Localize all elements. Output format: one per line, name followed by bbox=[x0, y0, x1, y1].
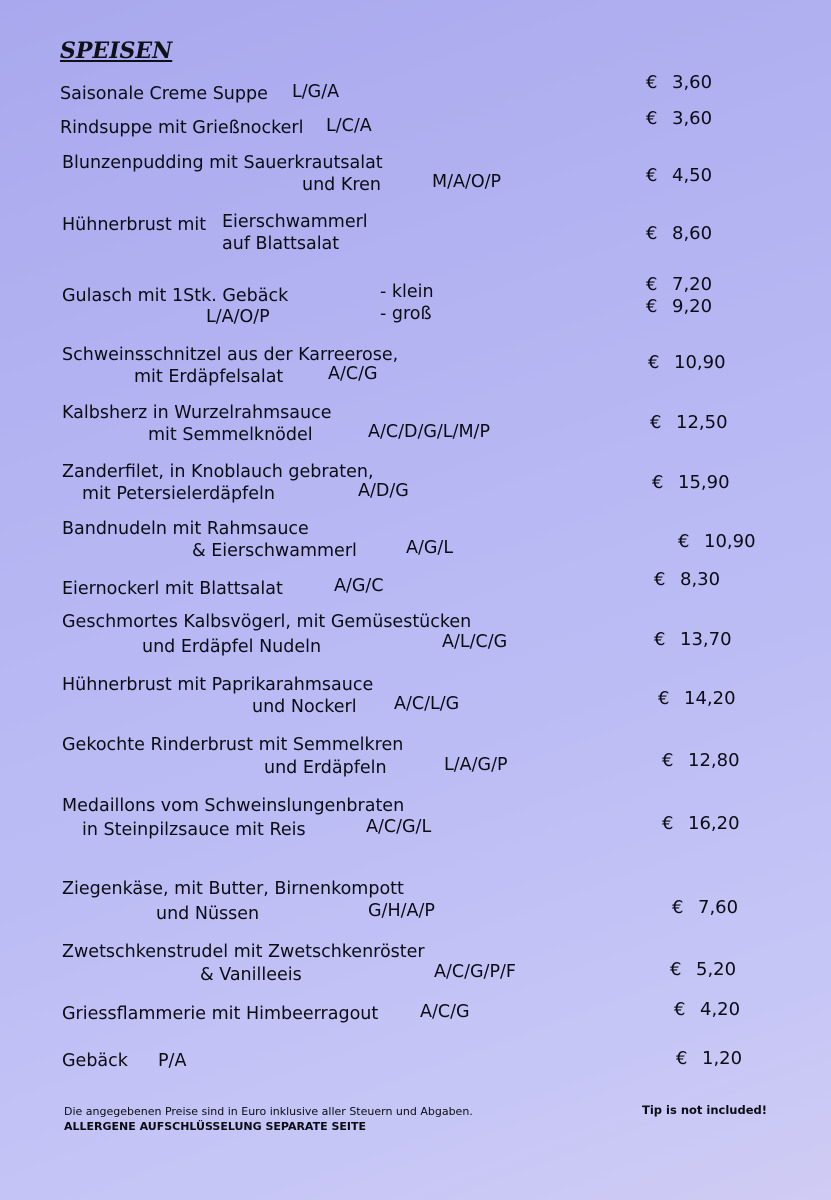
menu-item-text: - klein bbox=[380, 282, 434, 302]
menu-item-text: A/C/G bbox=[328, 364, 378, 384]
menu-item-text: in Steinpilzsauce mit Reis bbox=[82, 820, 306, 840]
page-title: SPEISEN bbox=[60, 38, 173, 64]
currency-symbol: € bbox=[662, 750, 674, 771]
menu-item-text: und Nüssen bbox=[156, 904, 260, 924]
menu-item-text: Griessflammerie mit Himbeerragout bbox=[62, 1004, 379, 1024]
price-value: 3,60 bbox=[672, 108, 713, 129]
currency-symbol: € bbox=[646, 296, 658, 317]
price-value: 13,70 bbox=[680, 629, 732, 650]
menu-item-text: M/A/O/P bbox=[432, 172, 502, 192]
menu-item-price bbox=[658, 688, 736, 709]
menu-item-text: Zwetschkenstrudel mit Zwetschkenröster bbox=[62, 942, 425, 962]
menu-item-text: Saisonale Creme Suppe bbox=[60, 84, 268, 104]
price-value: 10,90 bbox=[674, 352, 726, 373]
currency-symbol: € bbox=[654, 569, 666, 590]
price-value: 14,20 bbox=[684, 688, 736, 709]
price-value: 1,20 bbox=[702, 1048, 743, 1069]
price-value: 12,80 bbox=[688, 750, 740, 771]
currency-symbol: € bbox=[654, 629, 666, 650]
menu-item-price bbox=[678, 531, 756, 552]
footer-notes bbox=[64, 1104, 473, 1134]
menu-item-text: Zanderfilet, in Knoblauch gebraten, bbox=[62, 462, 374, 482]
menu-item-text: Hühnerbrust mit bbox=[62, 215, 207, 235]
menu-item-text: G/H/A/P bbox=[368, 901, 435, 921]
menu-item-text: A/L/C/G bbox=[442, 632, 508, 652]
menu-item-price bbox=[662, 813, 740, 834]
menu-item-text: Eiernockerl mit Blattsalat bbox=[62, 579, 283, 599]
currency-symbol: € bbox=[646, 274, 658, 295]
menu-item-text: L/A/O/P bbox=[206, 307, 270, 327]
currency-symbol: € bbox=[676, 1048, 688, 1069]
price-value: 4,50 bbox=[672, 165, 713, 186]
menu-item-text: L/A/G/P bbox=[444, 755, 508, 775]
menu-item-price bbox=[646, 296, 712, 317]
currency-symbol: € bbox=[658, 688, 670, 709]
allergen-note: ALLERGENE AUFSCHLÜSSELUNG SEPARATE SEITE bbox=[64, 1120, 366, 1133]
menu-item-price bbox=[676, 1048, 742, 1069]
menu-item-text: mit Erdäpfelsalat bbox=[134, 367, 284, 387]
currency-symbol: € bbox=[670, 959, 682, 980]
price-value: 8,30 bbox=[680, 569, 721, 590]
tip-note: Tip is not included! bbox=[642, 1103, 767, 1117]
price-value: 3,60 bbox=[672, 72, 713, 93]
menu-item-text: Gekochte Rinderbrust mit Semmelkren bbox=[62, 735, 404, 755]
price-value: 8,60 bbox=[672, 223, 713, 244]
menu-item-text: Bandnudeln mit Rahmsauce bbox=[62, 519, 309, 539]
menu-item-text: P/A bbox=[158, 1051, 187, 1071]
menu-item-price bbox=[652, 472, 730, 493]
price-value: 5,20 bbox=[696, 959, 737, 980]
currency-symbol: € bbox=[646, 223, 658, 244]
menu-item-text: A/G/L bbox=[406, 538, 454, 558]
menu-item-text: A/G/C bbox=[334, 576, 384, 596]
menu-item-price bbox=[646, 165, 712, 186]
menu-item-text: A/C/G/P/F bbox=[434, 962, 516, 982]
price-value: 4,20 bbox=[700, 999, 741, 1020]
currency-symbol: € bbox=[646, 108, 658, 129]
price-value: 16,20 bbox=[688, 813, 740, 834]
price-note: Die angegebenen Preise sind in Euro inklusive aller Steuern und Abgaben. bbox=[64, 1105, 473, 1118]
menu-item-text: Rindsuppe mit Grießnockerl bbox=[60, 118, 304, 138]
menu-item-text: A/D/G bbox=[358, 481, 409, 501]
menu-item-text: Ziegenkäse, mit Butter, Birnenkompott bbox=[62, 879, 404, 899]
menu-item-price bbox=[646, 108, 712, 129]
currency-symbol: € bbox=[652, 472, 664, 493]
menu-item-text: und Nockerl bbox=[252, 697, 357, 717]
menu-item-text: und Kren bbox=[302, 175, 381, 195]
price-value: 15,90 bbox=[678, 472, 730, 493]
menu-item-text: A/C/G/L bbox=[366, 817, 432, 837]
menu-item-text: Gulasch mit 1Stk. Gebäck bbox=[62, 286, 289, 306]
menu-item-text: Eierschwammerl bbox=[222, 212, 368, 232]
currency-symbol: € bbox=[646, 72, 658, 93]
menu-item-price bbox=[672, 897, 738, 918]
menu-item-text: mit Petersielerdäpfeln bbox=[82, 484, 275, 504]
menu-item-text: Medaillons vom Schweinslungenbraten bbox=[62, 796, 405, 816]
currency-symbol: € bbox=[662, 813, 674, 834]
menu-item-text: A/C/D/G/L/M/P bbox=[368, 422, 491, 442]
menu-item-price bbox=[662, 750, 740, 771]
menu-item-text: Geschmortes Kalbsvögerl, mit Gemüsestücken bbox=[62, 612, 472, 632]
menu-item-price bbox=[670, 959, 736, 980]
currency-symbol: € bbox=[648, 352, 660, 373]
menu-item-price bbox=[646, 223, 712, 244]
menu-item-text: - groß bbox=[380, 304, 432, 324]
menu-item-text: und Erdäpfel Nudeln bbox=[142, 637, 322, 657]
menu-item-text: & Eierschwammerl bbox=[192, 541, 357, 561]
currency-symbol: € bbox=[650, 412, 662, 433]
menu-item-price bbox=[654, 569, 720, 590]
menu-item-text: L/G/A bbox=[292, 82, 340, 102]
currency-symbol: € bbox=[672, 897, 684, 918]
menu-item-text: auf Blattsalat bbox=[222, 234, 340, 254]
menu-item-text: Schweinsschnitzel aus der Karreerose, bbox=[62, 345, 399, 365]
menu-item-text: Gebäck bbox=[62, 1051, 128, 1071]
menu-item-text: Blunzenpudding mit Sauerkrautsalat bbox=[62, 153, 383, 173]
menu-item-price bbox=[646, 274, 712, 295]
price-value: 12,50 bbox=[676, 412, 728, 433]
price-value: 10,90 bbox=[704, 531, 756, 552]
menu-item-text: Hühnerbrust mit Paprikarahmsauce bbox=[62, 675, 374, 695]
menu-item-text: A/C/L/G bbox=[394, 694, 460, 714]
currency-symbol: € bbox=[674, 999, 686, 1020]
currency-symbol: € bbox=[646, 165, 658, 186]
price-value: 7,20 bbox=[672, 274, 713, 295]
menu-item-text: & Vanilleeis bbox=[200, 965, 302, 985]
menu-item-text: Kalbsherz in Wurzelrahmsauce bbox=[62, 403, 332, 423]
menu-item-text: L/C/A bbox=[326, 116, 372, 136]
price-value: 9,20 bbox=[672, 296, 713, 317]
menu-item-text: mit Semmelknödel bbox=[148, 425, 313, 445]
menu-item-price bbox=[654, 629, 732, 650]
menu-item-price bbox=[646, 72, 712, 93]
currency-symbol: € bbox=[678, 531, 690, 552]
menu-item-price bbox=[648, 352, 726, 373]
menu-item-text: A/C/G bbox=[420, 1002, 470, 1022]
price-value: 7,60 bbox=[698, 897, 739, 918]
menu-item-price bbox=[650, 412, 728, 433]
menu-item-price bbox=[674, 999, 740, 1020]
menu-item-text: und Erdäpfeln bbox=[264, 758, 387, 778]
